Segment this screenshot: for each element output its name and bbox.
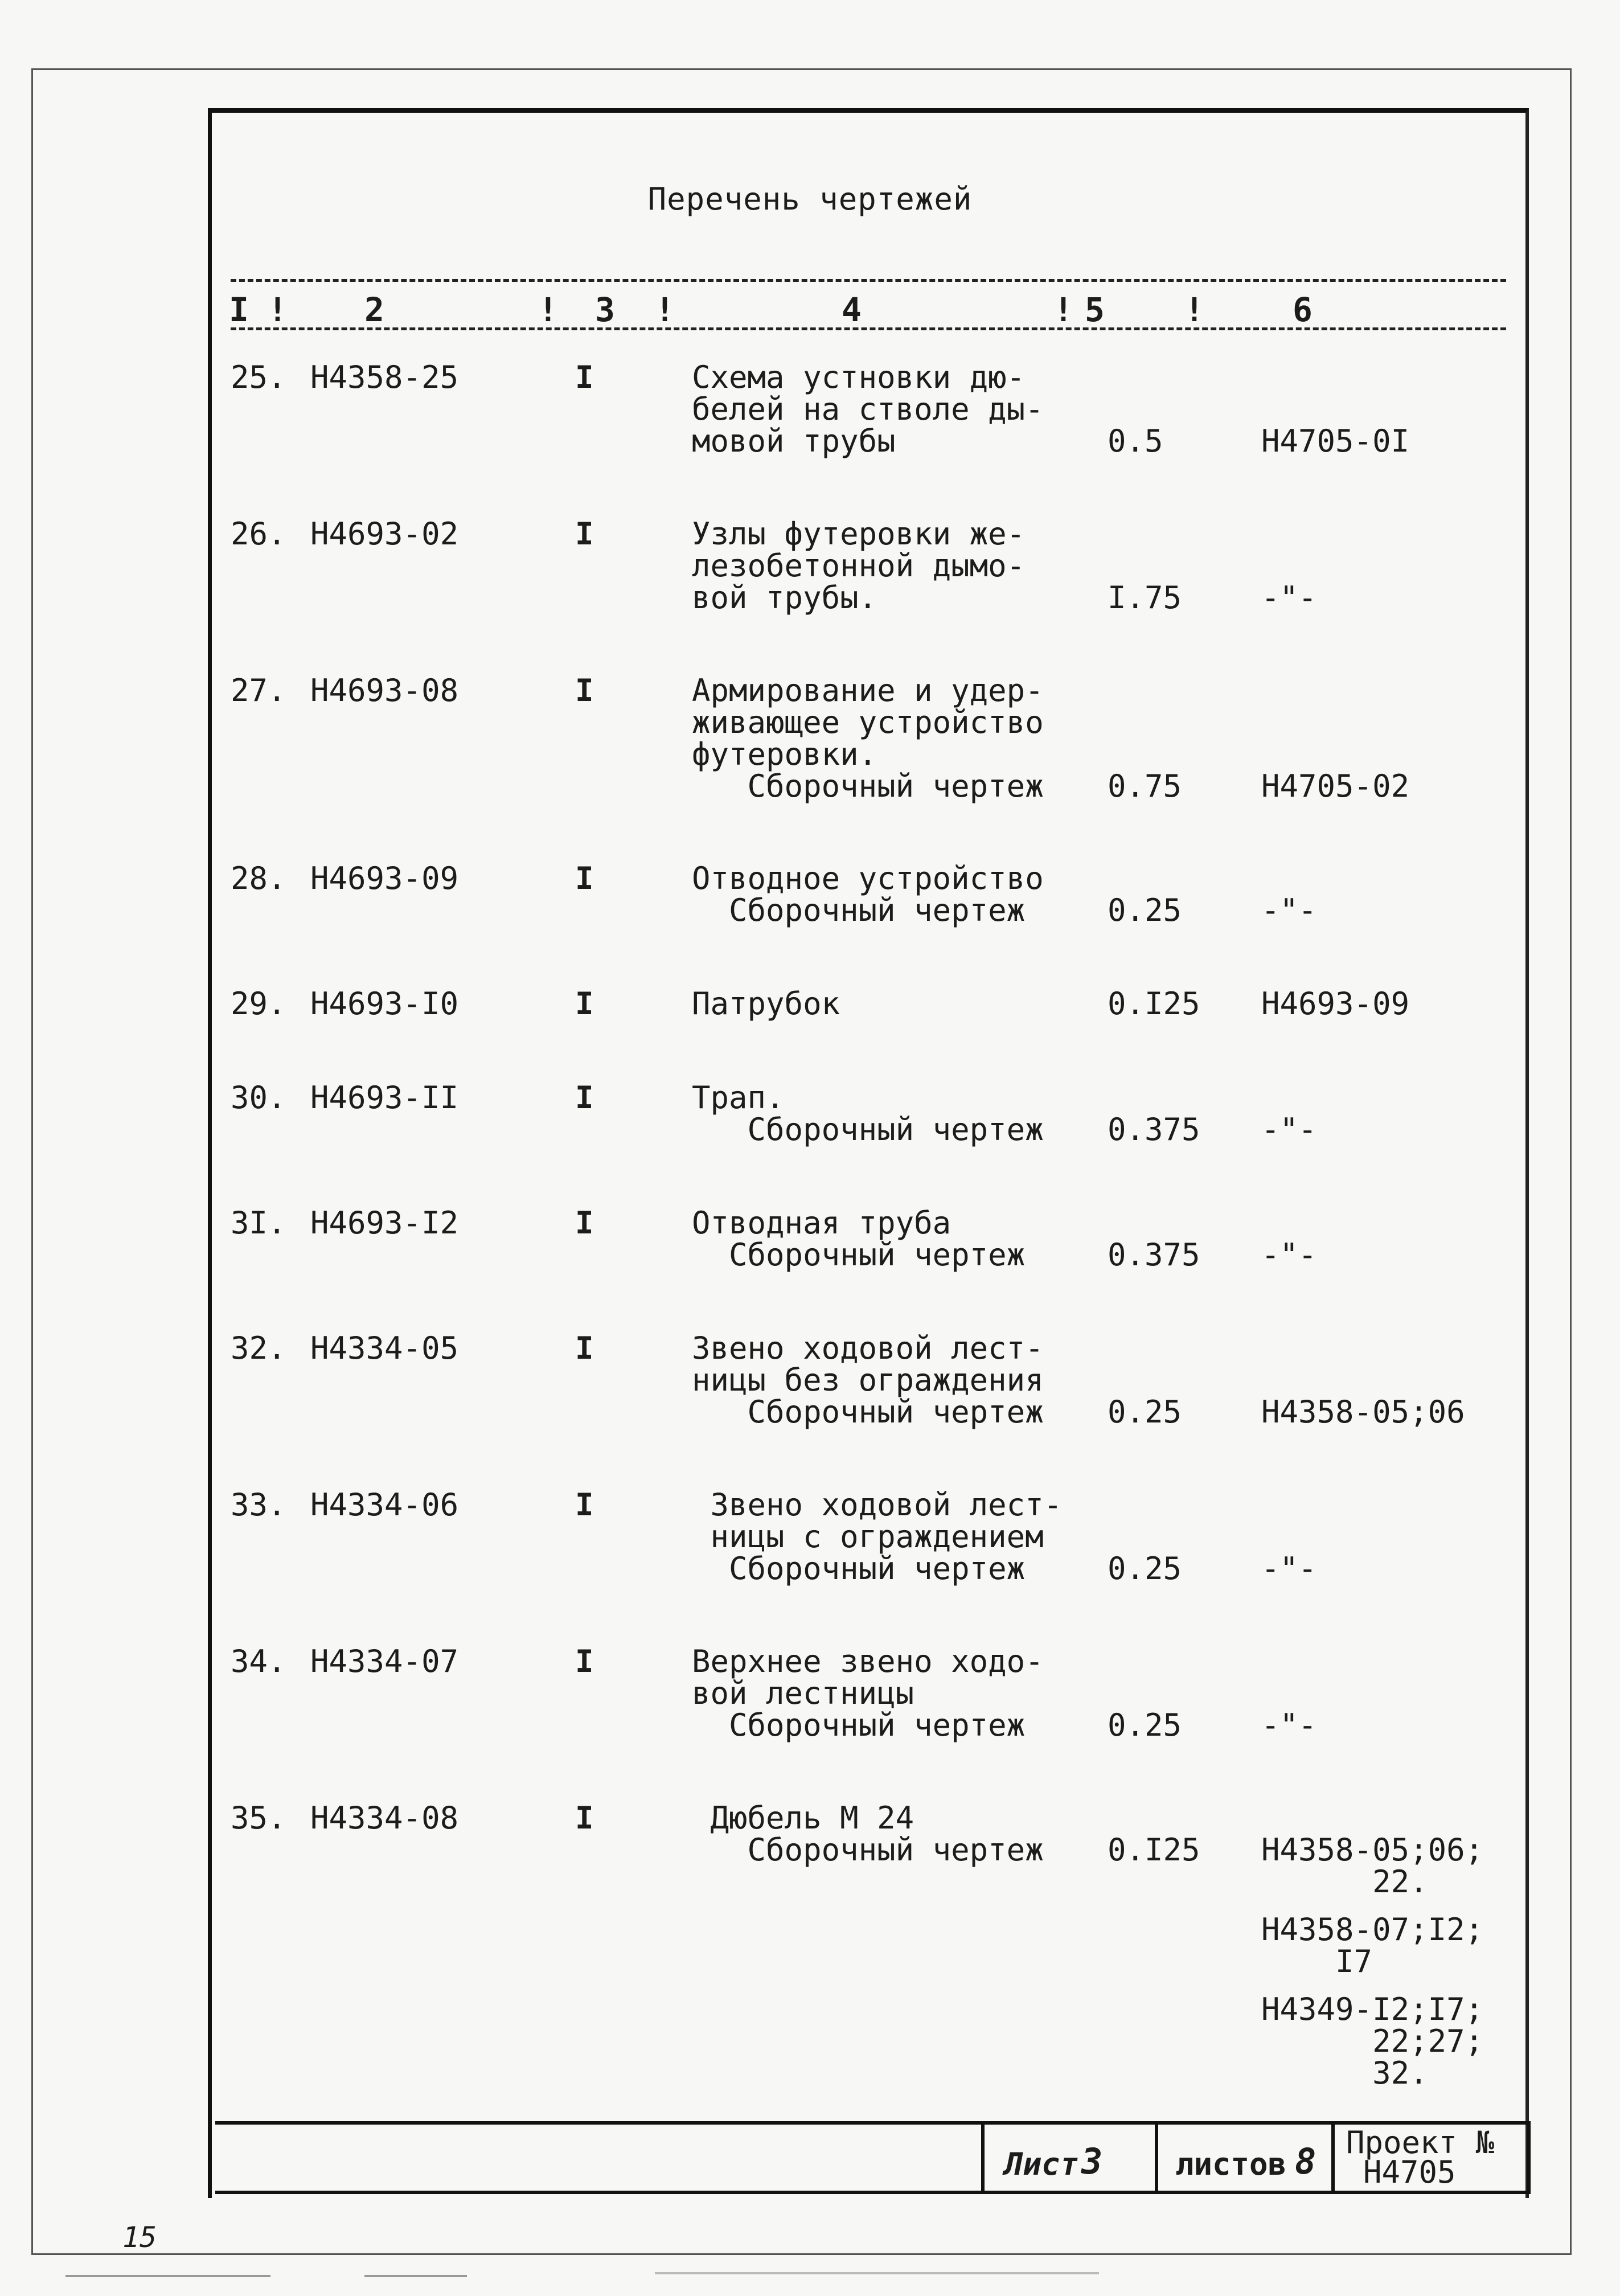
description-line: Узлы футеровки же- xyxy=(692,516,1026,552)
row-number: 3I. xyxy=(231,1205,286,1241)
description-line: вой трубы. xyxy=(692,580,877,616)
description-line: Патрубок xyxy=(692,986,840,1022)
row-number: 34. xyxy=(231,1643,286,1679)
header-top-dashline xyxy=(231,279,1506,282)
title-block xyxy=(215,2121,1531,2194)
column-separator: ! xyxy=(1053,290,1073,329)
description-line: Сборочный чертеж xyxy=(692,1112,1044,1147)
description-line: белей на стволе ды- xyxy=(692,391,1044,427)
reference-drawing: -"- xyxy=(1261,1707,1317,1743)
column-header-5: 5 xyxy=(1085,290,1105,329)
reference-drawing: -"- xyxy=(1261,892,1317,928)
quantity: I xyxy=(575,1643,594,1679)
reference-drawing: Н4358-07;I2; xyxy=(1261,1912,1484,1948)
quantity: I xyxy=(575,673,594,708)
row-number: 26. xyxy=(231,516,286,552)
format-value: 0.25 xyxy=(1108,1707,1182,1743)
sheet-label: Лист xyxy=(1004,2146,1079,2182)
format-value: 0.75 xyxy=(1108,768,1182,804)
quantity: I xyxy=(575,1330,594,1366)
drawing-code: Н4693-I0 xyxy=(310,986,459,1022)
column-header-2: 2 xyxy=(364,290,384,329)
column-header-4: 4 xyxy=(842,290,862,329)
description-line: Верхнее звено ходо- xyxy=(692,1643,1044,1679)
reference-drawing: -"- xyxy=(1261,1551,1317,1586)
reference-drawing: I7 xyxy=(1261,1944,1373,1979)
description-line: ницы без ограждения xyxy=(692,1362,1044,1398)
row-number: 29. xyxy=(231,986,286,1022)
column-separator: ! xyxy=(655,290,675,329)
description-line: Сборочный чертеж xyxy=(692,1707,1026,1743)
drawing-code: Н4334-08 xyxy=(310,1800,459,1836)
reference-drawing: -"- xyxy=(1261,580,1317,616)
quantity: I xyxy=(575,860,594,896)
quantity: I xyxy=(575,986,594,1022)
format-value: 0.25 xyxy=(1108,1551,1182,1586)
reference-drawing: Н4705-02 xyxy=(1261,768,1410,804)
row-number: 35. xyxy=(231,1800,286,1836)
description-line: Сборочный чертеж xyxy=(692,1551,1026,1586)
reference-drawing: Н4358-05;06; xyxy=(1261,1832,1484,1868)
drawing-code: Н4693-08 xyxy=(310,673,459,708)
project-number: Н4705 xyxy=(1363,2154,1456,2190)
description-line: вой лестницы xyxy=(692,1675,914,1711)
format-value: 0.375 xyxy=(1108,1237,1200,1273)
description-line: Армирование и удер- xyxy=(692,673,1044,708)
column-separator: ! xyxy=(268,290,288,329)
format-value: I.75 xyxy=(1108,580,1182,616)
header-bottom-dashline xyxy=(231,327,1506,330)
row-number: 30. xyxy=(231,1080,286,1116)
description-line: Сборочный чертеж xyxy=(692,1832,1044,1868)
quantity: I xyxy=(575,1487,594,1523)
description-line: Трап. xyxy=(692,1080,785,1116)
column-header-3: 3 xyxy=(595,290,615,329)
description-line: мовой трубы xyxy=(692,423,896,459)
description-line: футеровки. xyxy=(692,736,877,772)
description-line: Звено ходовой лест- xyxy=(692,1330,1044,1366)
project-label: Проект № xyxy=(1346,2125,1495,2160)
column-separator: ! xyxy=(1184,290,1204,329)
description-line: Схема устновки дю- xyxy=(692,359,1026,395)
reference-drawing: Н4693-09 xyxy=(1261,986,1410,1022)
column-header-6: 6 xyxy=(1293,290,1313,329)
scan-artifact xyxy=(65,2275,270,2277)
page-title: Перечень чертежей xyxy=(647,181,973,217)
reference-drawing: 22;27; xyxy=(1261,2023,1484,2059)
quantity: I xyxy=(575,516,594,552)
reference-drawing: -"- xyxy=(1261,1237,1317,1273)
format-value: 0.5 xyxy=(1108,423,1163,459)
format-value: 0.25 xyxy=(1108,1394,1182,1430)
row-number: 32. xyxy=(231,1330,286,1366)
drawing-code: Н4693-02 xyxy=(310,516,459,552)
sheet-number: 3 xyxy=(1081,2141,1103,2182)
column-header-1: I xyxy=(229,290,249,329)
reference-drawing: -"- xyxy=(1261,1112,1317,1147)
description-line: Сборочный чертеж xyxy=(692,1237,1026,1273)
description-line: ницы с ограждением xyxy=(692,1519,1044,1555)
description-line: лезобетонной дымо- xyxy=(692,548,1026,584)
format-value: 0.375 xyxy=(1108,1112,1200,1147)
description-line: Сборочный чертеж xyxy=(692,768,1044,804)
scan-artifact xyxy=(655,2272,1099,2274)
column-separator: ! xyxy=(538,290,558,329)
quantity: I xyxy=(575,1080,594,1116)
row-number: 33. xyxy=(231,1487,286,1523)
description-line: живающее устройство xyxy=(692,704,1044,740)
quantity: I xyxy=(575,359,594,395)
description-line: Дюбель М 24 xyxy=(692,1800,914,1836)
corner-handwritten-number: 15 xyxy=(122,2221,157,2254)
format-value: 0.25 xyxy=(1108,892,1182,928)
description-line: Сборочный чертеж xyxy=(692,892,1026,928)
scan-artifact xyxy=(364,2275,467,2277)
drawing-code: Н4358-25 xyxy=(310,359,459,395)
quantity: I xyxy=(575,1205,594,1241)
format-value: 0.I25 xyxy=(1108,986,1200,1022)
quantity: I xyxy=(575,1800,594,1836)
row-number: 27. xyxy=(231,673,286,708)
description-line: Звено ходовой лест- xyxy=(692,1487,1063,1523)
reference-drawing: 32. xyxy=(1261,2055,1428,2091)
sheet-cell xyxy=(981,2125,1155,2191)
reference-drawing: 22. xyxy=(1261,1864,1428,1900)
reference-drawing: Н4705-0I xyxy=(1261,423,1410,459)
drawing-code: Н4693-II xyxy=(310,1080,459,1116)
project-cell xyxy=(1331,2125,1531,2191)
sheets-label: листов xyxy=(1175,2146,1287,2182)
description-line: Отводное устройство xyxy=(692,860,1044,896)
row-number: 25. xyxy=(231,359,286,395)
drawing-code: Н4334-05 xyxy=(310,1330,459,1366)
reference-drawing: Н4358-05;06 xyxy=(1261,1394,1465,1430)
drawing-code: Н4334-07 xyxy=(310,1643,459,1679)
format-value: 0.I25 xyxy=(1108,1832,1200,1868)
sheets-total-cell xyxy=(1155,2125,1331,2191)
row-number: 28. xyxy=(231,860,286,896)
sheets-total: 8 xyxy=(1295,2141,1316,2182)
reference-drawing: Н4349-I2;I7; xyxy=(1261,1991,1484,2027)
drawing-code: Н4693-I2 xyxy=(310,1205,459,1241)
drawing-code: Н4334-06 xyxy=(310,1487,459,1523)
drawing-code: Н4693-09 xyxy=(310,860,459,896)
description-line: Сборочный чертеж xyxy=(692,1394,1044,1430)
description-line: Отводная труба xyxy=(692,1205,952,1241)
